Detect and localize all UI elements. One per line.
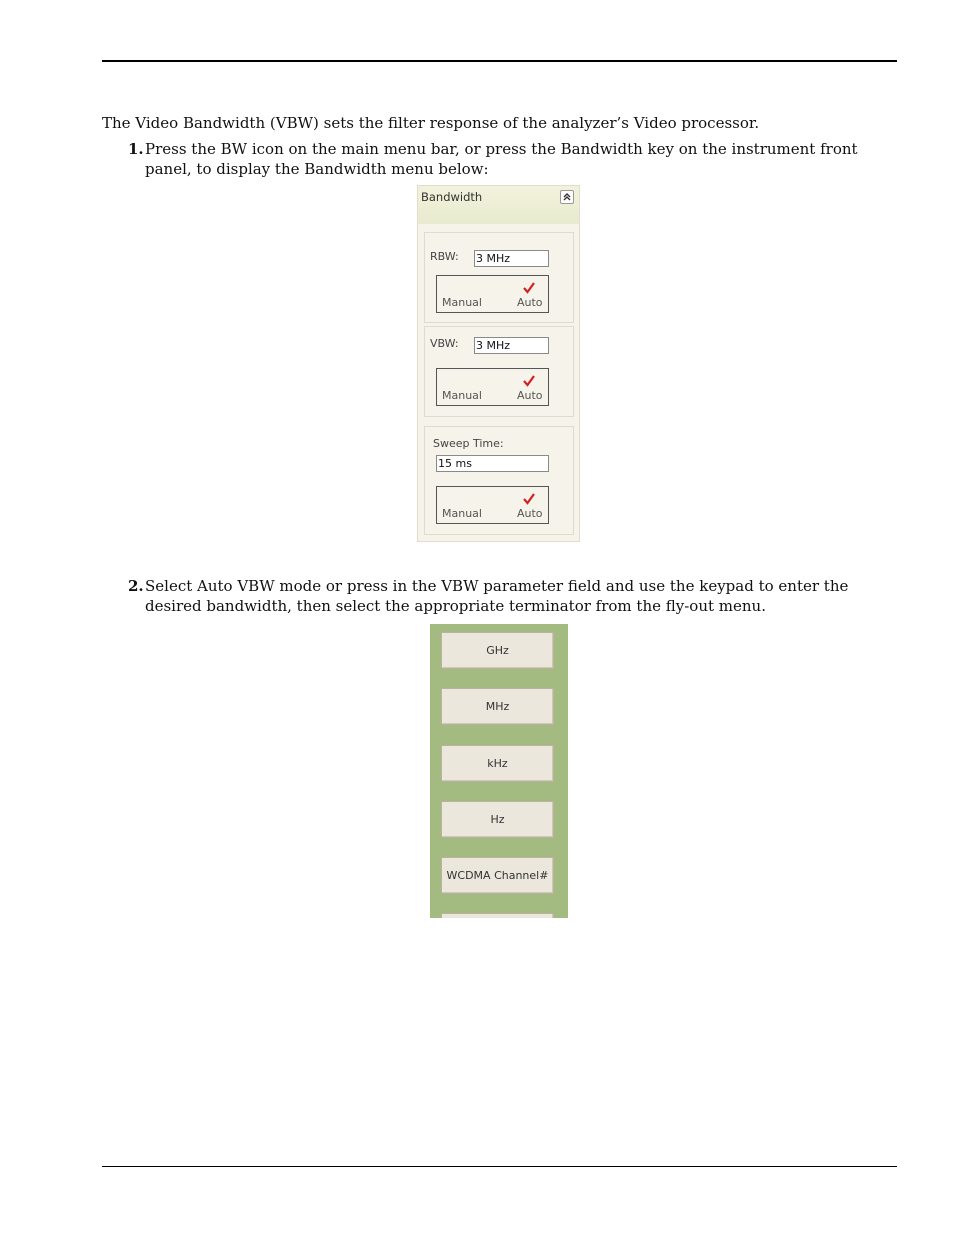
- step-2: [128, 576, 898, 616]
- vbw-group: [424, 326, 574, 417]
- sweep-mode-toggle[interactable]: [436, 486, 549, 524]
- next-button-partial[interactable]: [441, 913, 554, 918]
- step-number: 1.: [128, 140, 144, 158]
- step-number: 2.: [128, 577, 144, 595]
- vbw-label: VBW:: [430, 337, 459, 350]
- step-text: Press the BW icon on the main menu bar, or press the Bandwidth key on the instrument front panel, to display the Bandwidth menu below:: [145, 140, 858, 178]
- rbw-input[interactable]: 3 MHz: [474, 250, 549, 267]
- manual-option[interactable]: Manual: [442, 507, 482, 520]
- panel-title: Bandwidth: [421, 190, 483, 204]
- step-text: Select Auto VBW mode or press in the VBW parameter field and use the keypad to enter the desired bandwidth, then select the appropriate terminator from the fly-out menu.: [145, 577, 849, 615]
- ghz-button[interactable]: GHz: [441, 632, 554, 669]
- vbw-input[interactable]: 3 MHz: [474, 337, 549, 354]
- auto-option[interactable]: Auto: [517, 296, 543, 309]
- rbw-label: RBW:: [430, 250, 459, 263]
- header-rule: [102, 60, 897, 62]
- step-1: [128, 139, 898, 179]
- footer-rule: [102, 1166, 897, 1167]
- sweep-time-label: Sweep Time:: [433, 437, 504, 450]
- rbw-mode-toggle[interactable]: [436, 275, 549, 313]
- panel-header: [418, 186, 579, 224]
- sweep-time-group: [424, 426, 574, 535]
- wcdma-channel-button[interactable]: WCDMA Channel#: [441, 857, 554, 894]
- bandwidth-panel: [417, 185, 580, 542]
- sweep-time-input[interactable]: 15 ms: [436, 455, 549, 472]
- collapse-icon[interactable]: [560, 190, 574, 204]
- vbw-mode-toggle[interactable]: [436, 368, 549, 406]
- hz-button[interactable]: Hz: [441, 801, 554, 838]
- mhz-button[interactable]: MHz: [441, 688, 554, 725]
- auto-option[interactable]: Auto: [517, 507, 543, 520]
- auto-option[interactable]: Auto: [517, 389, 543, 402]
- intro-paragraph: The Video Bandwidth (VBW) sets the filter response of the analyzer’s Video processor.: [102, 114, 760, 132]
- khz-button[interactable]: kHz: [441, 745, 554, 782]
- terminator-flyout-menu: [430, 624, 568, 918]
- manual-option[interactable]: Manual: [442, 389, 482, 402]
- rbw-group: [424, 232, 574, 323]
- manual-option[interactable]: Manual: [442, 296, 482, 309]
